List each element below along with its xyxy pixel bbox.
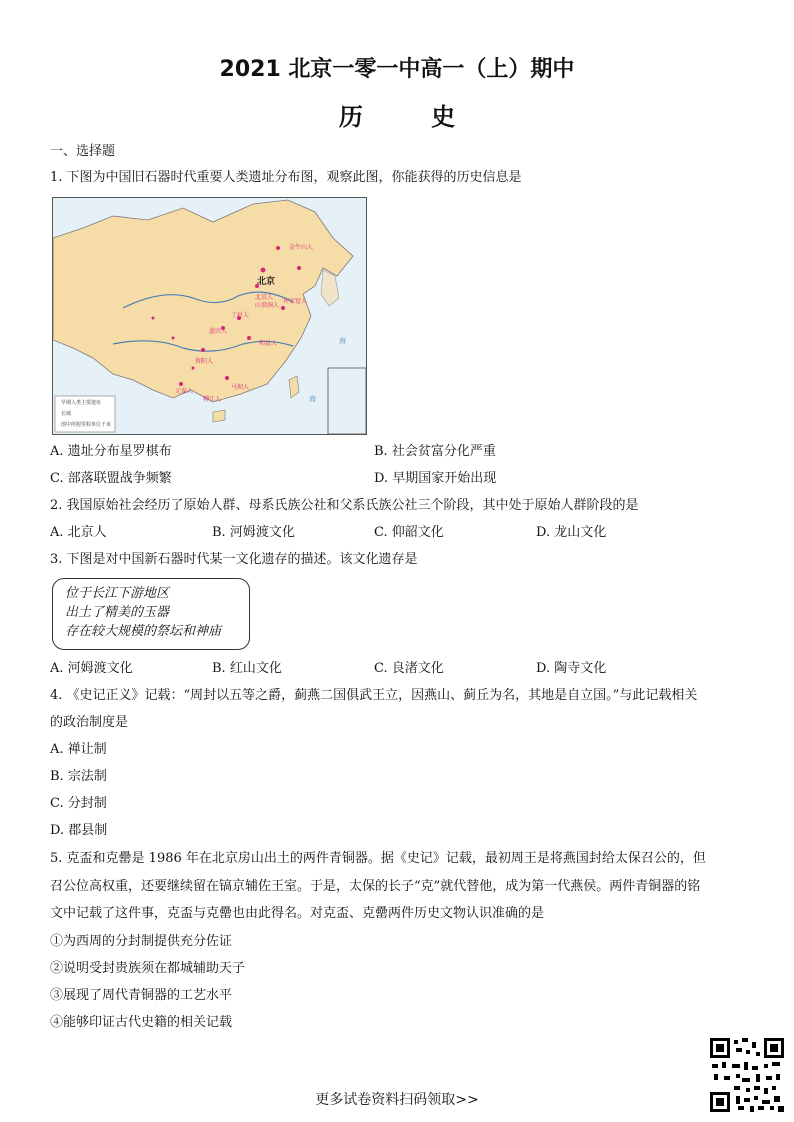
q3-stem: 3. 下图是对中国新石器时代某一文化遗存的描述。该文化遗存是 [50,552,418,567]
q1-option-a[interactable]: A. 遗址分布星罗棋布 [50,444,172,459]
footer-qr-prompt[interactable]: 更多试卷资料扫码领取>> [315,1092,479,1108]
map-site-label: 金牛山人 [289,244,314,251]
q3-description-box [52,578,250,650]
q2-option-c[interactable]: C. 仰韶文化 [374,525,444,540]
q2-stem: 2. 我国原始社会经历了原始人群、母系氏族公社和父系氏族公社三个阶段，其中处于原始人群阶段的是 [50,498,639,513]
map-site-label: 北京人 [255,294,274,301]
q1-option-b[interactable]: B. 社会贫富分化严重 [374,444,496,459]
map-site-label: 蓝田人 [209,328,228,335]
q5-statement: ①为西周的分封制提供充分佐证 [50,934,233,949]
q5-stem-line2: 召公位高权重，还要继续留在镐京辅佐王室。于是，太保的长子“克”就代替他，成为第一代燕侯。两件青铜器的铭 [50,879,701,894]
map-site-label: 资阳人 [195,358,214,365]
q5-stem-line1: 5. 克盃和克罍是 1986 年在北京房山出土的两件青铜器。据《史记》记载，最初周王是将燕国封给太保召公的，但 [50,851,706,866]
q3-option-a[interactable]: A. 河姆渡文化 [50,661,133,676]
map-site-label: 马坝人 [231,384,250,391]
map-site-label: 柳江人 [203,396,222,403]
q2-option-a[interactable]: A. 北京人 [50,525,107,540]
q1-option-c[interactable]: C. 部落联盟战争频繁 [50,471,172,486]
map-legend-item: 早期人类主要遗址 [61,400,102,406]
exam-title: 2021 北京一零一中高一（上）期中 [219,57,575,82]
map-site-label: 许家窑人 [283,298,308,305]
exam-subject: 历 史 [338,103,486,131]
q3-box-line: 位于长江下游地区 [65,586,170,601]
q2-option-b[interactable]: B. 河姆渡文化 [212,525,295,540]
q4-stem-line2: 的政治制度是 [50,715,129,730]
q1-stem: 1. 下图为中国旧石器时代重要人类遗址分布图，观察此图，你能获得的历史信息是 [50,170,522,185]
q4-option-c[interactable]: C. 分封制 [50,796,107,811]
q2-option-d[interactable]: D. 龙山文化 [536,525,607,540]
map-legend-item: 图中所附里程单位千米 [61,422,112,428]
q1-option-d[interactable]: D. 早期国家开始出现 [374,471,497,486]
q3-option-c[interactable]: C. 良渚文化 [374,661,444,676]
map-site-label: 山顶洞人 [255,302,280,309]
q5-stem-line3: 文中记载了这件事，克盃与克罍也由此得名。对克盃、克罍两件历史文物认识准确的是 [50,906,545,921]
q5-statement: ②说明受封贵族须在都城辅助天子 [50,961,246,976]
map-sea-label: 海 [309,395,316,403]
q3-box-line: 出土了精美的玉器 [65,605,170,620]
q4-stem-line1: 4. 《史记正义》记载：“周封以五等之爵，蓟燕二国俱武王立，因燕山、蓟丘为名，其地是自立国。”与此记载相关 [50,688,698,703]
q3-option-b[interactable]: B. 红山文化 [212,661,282,676]
q3-box-line: 存在较大规模的祭坛和神庙 [65,624,222,639]
map-site-label: 丁村人 [231,312,250,319]
map-label-beijing: 北京 [257,277,276,287]
q5-statement: ③展现了周代青铜器的工艺水平 [50,988,233,1003]
paleolithic-sites-map [52,197,367,435]
q4-option-a[interactable]: A. 禅让制 [50,742,107,757]
q4-option-d[interactable]: D. 郡县制 [50,823,108,838]
section-heading: 一、选择题 [50,144,116,159]
map-site-label: 元谋人 [175,388,194,395]
q3-option-d[interactable]: D. 陶寺文化 [536,661,607,676]
q5-statement: ④能够印证古代史籍的相关记载 [50,1015,233,1030]
map-legend-item: 长城 [61,411,72,417]
map-site-label: 和县人 [259,340,278,347]
map-sea-label: 海 [339,337,346,345]
q4-option-b[interactable]: B. 宗法制 [50,769,107,784]
